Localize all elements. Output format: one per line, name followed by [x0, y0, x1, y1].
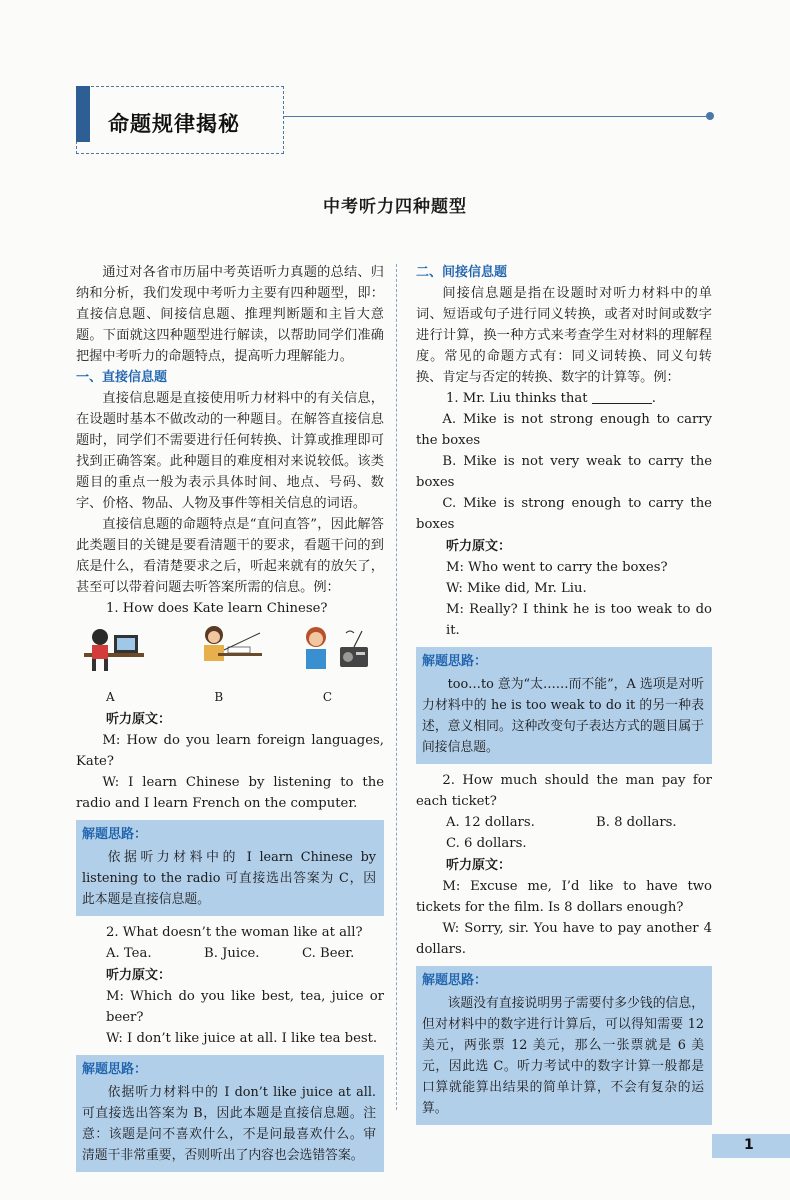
left-question-1: 1. How does Kate learn Chinese?	[106, 601, 328, 616]
picture-label-c: C	[322, 690, 332, 704]
right-q2-original-man: M: Excuse me, I’d like to have two tickets for the film. Is 8 dollars enough?	[416, 879, 712, 915]
indirect-paragraph: 间接信息题是指在设题时对听力材料中的单词、短语或句子进行同义转换，或者对时间或数字进行计算，换一种方式来考查学生对材料的理解程度。常见的命题方式有：同义词转换、同义句转换、肯定与否定的转换、数字的计算等。例：	[416, 286, 712, 385]
page-number: 1	[744, 1137, 754, 1153]
column-divider	[396, 264, 398, 1110]
analysis-box	[76, 820, 384, 916]
right-question-1	[416, 388, 712, 409]
intro-paragraph: 通过对各省市历届中考英语听力真题的总结、归纳和分析，我们发现中考听力主要有四种题型，即：直接信息题、间接信息题、推理判断题和主旨大意题。下面就这四种题型进行解读，以帮助同学们准确把握中考听力的命题特点，提高听力理解能力。	[76, 265, 384, 364]
picture-b-writing-icon	[188, 623, 268, 673]
right-q2-original-woman: W: Sorry, sir. You have to pay another 4 dollars.	[416, 921, 712, 957]
header-accent-bar	[76, 86, 90, 142]
analysis-heading: 解题思路：	[422, 973, 488, 988]
analysis-heading: 解题思路：	[82, 827, 148, 842]
option-b: B. 8 dollars.	[596, 815, 677, 830]
q2-original-woman: W: I don’t like juice at all. I like tea best.	[106, 1031, 378, 1046]
option-c: C. Beer.	[302, 946, 355, 961]
header-rule	[284, 116, 710, 117]
option-c: C. 6 dollars.	[446, 836, 527, 851]
right-q1-option-a: A. Mike is not strong enough to carry the boxes	[416, 412, 712, 448]
right-question-1-end: .	[651, 391, 656, 406]
original-text-label: 听力原文：	[106, 968, 172, 983]
left-question-2: 2. What doesn’t the woman like at all?	[106, 925, 363, 940]
q1-original-man: M: How do you learn foreign languages, Kate?	[76, 733, 384, 769]
right-question-2-options	[416, 812, 712, 833]
right-column	[416, 262, 712, 1131]
section-heading-indirect: 二、间接信息题	[416, 265, 508, 280]
direct-paragraph-2: 直接信息题的命题特点是“直问直答”，因此解答此类题目的关键是要看清题干的要求，看题干问的到底是什么，看清楚要求之后，听起来就有的放矢了，甚至可以带着问题去听答案所需的信息。例：	[76, 517, 384, 595]
q1-original-woman: W: I learn Chinese by listening to the radio and I learn French on the computer.	[76, 775, 384, 811]
picture-label-a: A	[106, 690, 115, 704]
right-q1-original-line-1: M: Who went to carry the boxes?	[446, 560, 668, 575]
direct-paragraph-1: 直接信息题是直接使用听力材料中的有关信息，在设题时基本不做改动的一种题目。在解答直接信息题时，同学们不需要进行任何转换、计算或推理即可找到正确答案。此种题目的难度相对来说较低。该类题目的重点一般为表示具体时间、地点、号码、数字、价格、物品、人物及事件等相关信息的词语。	[76, 391, 384, 511]
analysis-text: 该题没有直接说明男子需要付多少钱的信息，但对材料中的数字进行计算后，可以得知需要 12 美元，两张票 12 美元，那么一张票就是 6 美元，因此选 C。听力考试中的数字计算一般都是口算就能算出结果的简单计算，不会有复杂的运算。	[422, 996, 704, 1116]
question-1-picture-labels	[76, 689, 384, 705]
original-text-label: 听力原文：	[106, 712, 172, 727]
right-q1-option-c: C. Mike is strong enough to carry the boxes	[416, 496, 712, 532]
right-q1-option-b: B. Mike is not very weak to carry the boxes	[416, 454, 712, 490]
header-title: 命题规律揭秘	[108, 112, 240, 136]
header-rule-dot	[706, 112, 714, 120]
page-title: 中考听力四种题型	[323, 197, 467, 217]
analysis-heading: 解题思路：	[422, 654, 488, 669]
section-heading-direct: 一、直接信息题	[76, 370, 168, 385]
picture-c-radio-icon	[294, 623, 374, 673]
option-b: B. Juice.	[204, 946, 260, 961]
option-a: A. Tea.	[106, 946, 152, 961]
analysis-text: 依据听力材料中的 I don’t like juice at all. 可直接选出答案为 B，因此本题是直接信息题。注意：该题是问不喜欢什么，不是问最喜欢什么。审清题干非常重要，否则听出了内容也会选错答案。	[82, 1085, 376, 1163]
answer-blank	[592, 389, 652, 404]
q2-original-man: M: Which do you like best, tea, juice or beer?	[106, 989, 384, 1025]
analysis-box	[76, 1055, 384, 1172]
option-a: A. 12 dollars.	[446, 815, 535, 830]
left-column	[76, 262, 384, 1178]
picture-label-b: B	[214, 690, 224, 704]
right-question-2: 2. How much should the man pay for each ticket?	[416, 773, 712, 809]
left-question-2-options	[76, 943, 384, 964]
picture-a-computer-icon	[82, 623, 162, 673]
original-text-label: 听力原文：	[446, 858, 512, 873]
right-question-1-text: 1. Mr. Liu thinks that	[446, 391, 588, 406]
analysis-text: 依据听力材料中的 I learn Chinese by listening to the radio 可直接选出答案为 C，因此本题是直接信息题。	[82, 850, 376, 907]
analysis-box	[416, 966, 712, 1125]
analysis-box	[416, 647, 712, 764]
question-1-pictures	[76, 623, 384, 689]
right-q1-original-line-3: M: Really? I think he is too weak to do it.	[446, 602, 712, 638]
analysis-heading: 解题思路：	[82, 1062, 148, 1077]
analysis-text: too…to 意为“太……而不能”，A 选项是对听力材料中的 he is too weak to do it 的另一种表述，意义相同。这种改变句子表达方式的题目属于间接信息题。	[422, 677, 704, 755]
right-q1-original-line-2: W: Mike did, Mr. Liu.	[446, 581, 587, 596]
original-text-label: 听力原文：	[446, 539, 512, 554]
